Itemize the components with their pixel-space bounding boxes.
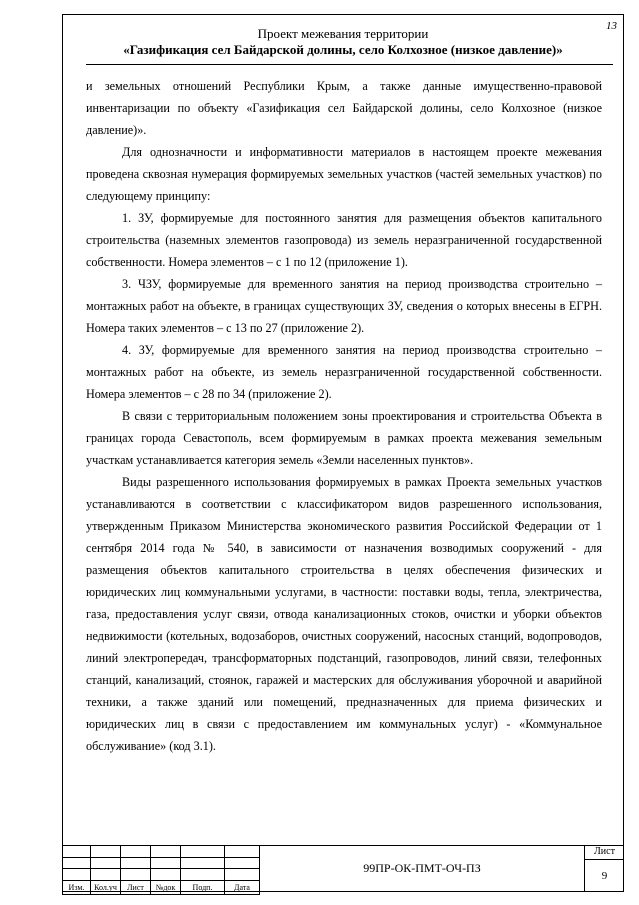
column-label: №док	[151, 880, 181, 894]
column-label: Дата	[225, 880, 260, 894]
header-divider	[86, 64, 613, 65]
document-body	[86, 75, 602, 757]
column-label: Лист	[121, 880, 151, 894]
list-item: 1. ЗУ, формируемые для постоянного занятия для размещения объектов капитального строительства (наземных элементов газопровода) из земель неразграниченной государственной собственности. Номера элементов – с 1 по 12 (приложение 1).	[86, 211, 602, 269]
list-item: 4. ЗУ, формируемые для временного занятия на период производства строительно – монтажных работ на объекте, из земель неразграниченной государственной собственности. Номера элементов – с 28 по 34 (приложение 2).	[86, 343, 602, 401]
paragraph: Для однозначности и информативности материалов в настоящем проекте межевания проведена сквозная нумерация формируемых земельных участков (частей земельных участков) по следующему принципу:	[86, 145, 602, 203]
document-header	[62, 26, 624, 58]
column-label: Подп.	[181, 880, 225, 894]
sheet-cell	[584, 845, 624, 892]
header-title: Проект межевания территории	[257, 26, 429, 41]
sheet-number: 9	[601, 870, 608, 882]
column-label: Изм.	[63, 880, 91, 894]
title-block-grid	[62, 845, 260, 895]
column-label: Кол.уч	[91, 880, 121, 894]
sheet-label: Лист	[585, 845, 624, 860]
document-code: 99ПР-ОК-ПМТ-ОЧ-ПЗ	[259, 845, 584, 892]
header-project-name: «Газификация сел Байдарской долины, село Колхозное (низкое давление)»	[123, 42, 563, 57]
list-item: 3. ЧЗУ, формируемые для временного занятия на период производства строительно – монтажных работ на объекте, в границах существующих ЗУ, сведения о которых внесены в ЕГРН. Номера таких элементов – с 13 по 27 (приложение 2).	[86, 277, 602, 335]
title-block	[62, 845, 624, 892]
page-number: 13	[606, 20, 617, 32]
paragraph: Виды разрешенного использования формируемых в рамках Проекта земельных участков устанавливаются в соответствии с классификатором видов разрешенного использования, утвержденным Приказом Министерства экономического развития Российской Федерации от 1 сентября 2014 года № 540, в зависимости от назначения возводимых сооружений - для размещения объектов капитального строительства в целях обеспечения физических и юридических лиц коммунальными услугами, в частности: поставки воды, тепла, электричества, газа, предоставления услуг связи, отвода канализационных стоков, очистки и уборки объектов недвижимости (котельных, водозаборов, очистных сооружений, насосных станций, водопроводов, линий электропередач, трансформаторных подстанций, газопроводов, линий связи, телефонных станций, канализаций, стоянок, гаражей и мастерских для обслуживания уборочной и аварийной техники, а также зданий или помещений, предназначенных для приема физических и юридических лиц в связи с предоставлением им коммунальных услуг) - «Коммунальное обслуживание» (код 3.1).	[86, 475, 602, 753]
paragraph: В связи с территориальным положением зоны проектирования и строительства Объекта в границах города Севастополь, всем формируемым в рамках проекта межевания земельным участкам устанавливается категория земель «Земли населенных пунктов».	[86, 409, 602, 467]
paragraph: и земельных отношений Республики Крым, а также данные имущественно-правовой инвентаризации по объекту «Газификация сел Байдарской долины, село Колхозное (низкое давление)».	[86, 79, 602, 137]
